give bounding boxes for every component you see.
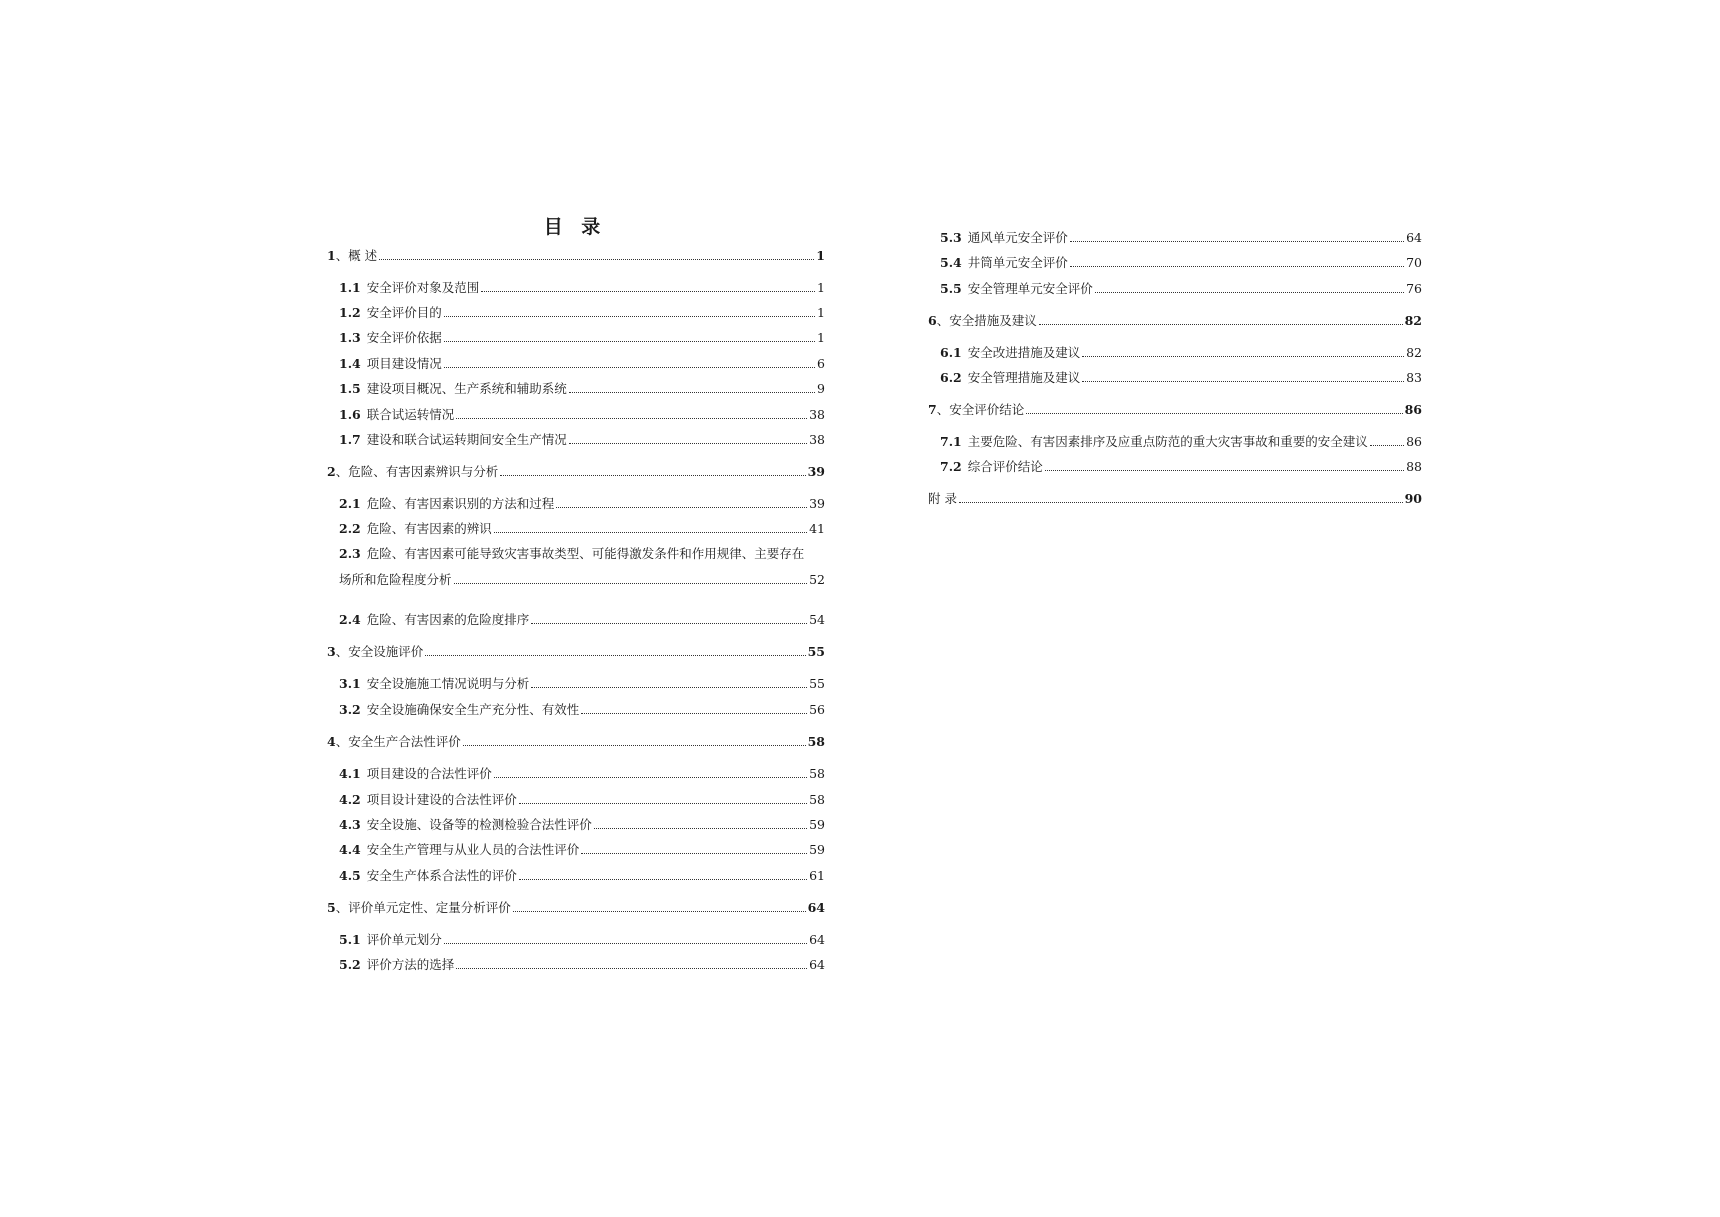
toc-leader-dots — [456, 418, 807, 419]
toc-entry-title: 安全评价依据 — [366, 330, 442, 345]
toc-entry-title: 安全设施施工情况说明与分析 — [366, 676, 530, 691]
toc-entry-number: 5 — [327, 900, 336, 915]
toc-entry-number: 4 — [327, 734, 336, 749]
toc-page-number: 38 — [809, 407, 825, 422]
toc-entry-title: 危险、有害因素识别的方法和过程 — [366, 496, 555, 511]
toc-entry-title: 项目建设的合法性评价 — [366, 766, 492, 781]
toc-leader-dots — [569, 443, 807, 444]
toc-section-entry[interactable] — [327, 817, 825, 833]
toc-entry-number: 2 — [327, 464, 336, 479]
toc-entry-title: 安全设施确保安全生产充分性、有效性 — [366, 702, 580, 717]
toc-page-number: 70 — [1406, 255, 1422, 270]
toc-leader-dots — [1045, 470, 1404, 471]
toc-entry-title: 、安全措施及建议 — [936, 313, 1037, 328]
toc-entry-number: 1.1 — [339, 280, 361, 295]
toc-page-number: 1 — [816, 248, 825, 263]
toc-page-number: 90 — [1404, 491, 1422, 506]
toc-leader-dots — [500, 475, 805, 476]
toc-page-number: 76 — [1406, 281, 1422, 296]
toc-page-number: 86 — [1404, 402, 1422, 417]
toc-page-number: 86 — [1406, 434, 1422, 449]
toc-entry-number: 5.5 — [940, 281, 962, 296]
toc-page-number: 1 — [817, 305, 825, 320]
toc-page-number: 39 — [807, 464, 825, 479]
toc-leader-dots — [531, 623, 807, 624]
toc-leader-dots — [444, 341, 815, 342]
toc-section-entry[interactable] — [327, 932, 825, 948]
toc-title: 目 录 — [543, 216, 607, 238]
toc-section-entry[interactable] — [327, 546, 825, 562]
toc-entry-number: 2.4 — [339, 612, 361, 627]
toc-page-number: 39 — [809, 496, 825, 511]
toc-section-entry[interactable] — [327, 305, 825, 321]
toc-entry-title: 评价单元划分 — [366, 932, 442, 947]
toc-leader-dots — [531, 687, 807, 688]
toc-page-number: 82 — [1406, 345, 1422, 360]
toc-entry-number: 4.2 — [339, 792, 361, 807]
toc-entry-title: 安全管理措施及建议 — [967, 370, 1081, 385]
toc-page-number: 6 — [817, 356, 825, 371]
toc-entry-title: 、评价单元定性、定量分析评价 — [335, 900, 511, 915]
toc-section-entry[interactable] — [327, 868, 825, 884]
toc-leader-dots — [1082, 356, 1404, 357]
toc-page-number: 59 — [809, 817, 825, 832]
toc-section-entry[interactable] — [327, 330, 825, 346]
toc-entry-number: 2.1 — [339, 496, 361, 511]
toc-entry-title: 项目设计建设的合法性评价 — [366, 792, 517, 807]
toc-section-entry[interactable] — [327, 280, 825, 296]
toc-entry-title: 安全设施、设备等的检测检验合法性评价 — [366, 817, 592, 832]
toc-entry-title: 附 录 — [928, 491, 957, 506]
toc-page-number: 64 — [807, 900, 825, 915]
toc-entry-title: 主要危险、有害因素排序及应重点防范的重大灾害事故和重要的安全建议 — [967, 434, 1368, 449]
toc-entry-title: 安全生产体系合法性的评价 — [366, 868, 517, 883]
toc-leader-dots — [454, 583, 808, 584]
toc-chapter-entry[interactable] — [327, 248, 825, 264]
toc-entry-number: 5.2 — [339, 957, 361, 972]
toc-chapter-entry[interactable] — [327, 464, 825, 480]
toc-entry-title: 危险、有害因素可能导致灾害事故类型、可能得激发条件和作用规律、主要存在 — [366, 546, 805, 561]
toc-leader-dots — [1095, 292, 1404, 293]
toc-page-number: 55 — [809, 676, 825, 691]
toc-section-entry[interactable] — [327, 521, 825, 537]
toc-leader-dots — [494, 532, 807, 533]
toc-page-number: 59 — [809, 842, 825, 857]
toc-page-number: 54 — [809, 612, 825, 627]
toc-section-entry[interactable] — [327, 407, 825, 423]
toc-leader-dots — [959, 502, 1403, 503]
toc-entry-number: 1.4 — [339, 356, 361, 371]
toc-section-entry[interactable] — [327, 702, 825, 718]
toc-page-number: 1 — [817, 280, 825, 295]
toc-entry-number: 5.1 — [339, 932, 361, 947]
toc-entry-number: 2.2 — [339, 521, 361, 536]
toc-leader-dots — [494, 777, 807, 778]
toc-entry-number: 3.1 — [339, 676, 361, 691]
toc-entry-number: 6 — [928, 313, 937, 328]
toc-section-entry[interactable] — [327, 496, 825, 512]
toc-leader-dots — [1026, 413, 1402, 414]
toc-leader-dots — [1070, 241, 1404, 242]
toc-leader-dots — [481, 291, 815, 292]
toc-entry-number: 1.6 — [339, 407, 361, 422]
toc-page-number: 52 — [809, 572, 825, 587]
toc-leader-dots — [425, 655, 805, 656]
toc-leader-dots — [519, 879, 807, 880]
toc-page-number: 83 — [1406, 370, 1422, 385]
toc-page-number: 41 — [809, 521, 825, 536]
toc-leader-dots — [594, 828, 807, 829]
toc-section-entry[interactable] — [327, 766, 825, 782]
toc-entry-title: 综合评价结论 — [967, 459, 1043, 474]
toc-entry-title: 危险、有害因素的危险度排序 — [366, 612, 530, 627]
toc-leader-dots — [1082, 381, 1404, 382]
toc-page-number: 38 — [809, 432, 825, 447]
toc-entry-title: 、安全生产合法性评价 — [335, 734, 461, 749]
toc-page-number: 82 — [1404, 313, 1422, 328]
toc-leader-dots — [513, 911, 806, 912]
toc-entry-number: 4.4 — [339, 842, 361, 857]
toc-entry-title: 、危险、有害因素辨识与分析 — [335, 464, 499, 479]
toc-chapter-entry[interactable] — [327, 644, 825, 660]
toc-section-entry[interactable] — [327, 792, 825, 808]
toc-leader-dots — [581, 713, 807, 714]
toc-leader-dots — [463, 745, 806, 746]
toc-entry-number: 1.5 — [339, 381, 361, 396]
toc-section-entry-continued[interactable] — [327, 572, 825, 588]
toc-leader-dots — [556, 507, 807, 508]
toc-leader-dots — [444, 316, 815, 317]
toc-page-number: 88 — [1406, 459, 1422, 474]
toc-page-number: 56 — [809, 702, 825, 717]
toc-leader-dots — [444, 367, 815, 368]
toc-entry-number: 5.4 — [940, 255, 962, 270]
toc-leader-dots — [569, 392, 815, 393]
toc-entry-number: 1.2 — [339, 305, 361, 320]
toc-entry-title: 联合试运转情况 — [366, 407, 455, 422]
toc-leader-dots — [519, 803, 807, 804]
toc-leader-dots — [1370, 445, 1404, 446]
toc-page-number: 61 — [809, 868, 825, 883]
toc-entry-number: 4.3 — [339, 817, 361, 832]
toc-entry-number: 6.1 — [940, 345, 962, 360]
toc-entry-title: 安全评价对象及范围 — [366, 280, 480, 295]
toc-entry-title-continued: 场所和危险程度分析 — [339, 572, 452, 587]
toc-page-number: 55 — [807, 644, 825, 659]
toc-page-number: 64 — [1406, 230, 1422, 245]
toc-entry-number: 3.2 — [339, 702, 361, 717]
toc-entry-title: 、安全设施评价 — [335, 644, 424, 659]
toc-entry-number: 4.1 — [339, 766, 361, 781]
toc-leader-dots — [1070, 266, 1404, 267]
toc-entry-number: 1.3 — [339, 330, 361, 345]
toc-leader-dots — [456, 968, 807, 969]
toc-page-number: 1 — [817, 330, 825, 345]
toc-page-number: 58 — [807, 734, 825, 749]
toc-chapter-entry[interactable] — [928, 491, 1422, 507]
toc-chapter-entry[interactable] — [327, 734, 825, 750]
toc-section-entry[interactable] — [928, 281, 1422, 297]
toc-entry-title: 、安全评价结论 — [936, 402, 1025, 417]
toc-section-entry[interactable] — [928, 255, 1422, 271]
toc-entry-number: 1 — [327, 248, 336, 263]
toc-entry-title: 通风单元安全评价 — [967, 230, 1068, 245]
toc-section-entry[interactable] — [327, 842, 825, 858]
toc-entry-title: 项目建设情况 — [366, 356, 442, 371]
toc-section-entry[interactable] — [327, 612, 825, 628]
toc-entry-title: 安全管理单元安全评价 — [967, 281, 1093, 296]
toc-section-entry[interactable] — [928, 230, 1422, 246]
toc-entry-number: 2.3 — [339, 546, 361, 561]
toc-entry-number: 1.7 — [339, 432, 361, 447]
toc-section-entry[interactable] — [928, 370, 1422, 386]
toc-entry-number: 6.2 — [940, 370, 962, 385]
toc-leader-dots — [581, 853, 807, 854]
toc-entry-title: 、概 述 — [335, 248, 378, 263]
toc-entry-title: 危险、有害因素的辨识 — [366, 521, 492, 536]
toc-section-entry[interactable] — [327, 432, 825, 448]
toc-page-number: 58 — [809, 792, 825, 807]
toc-entry-title: 建设项目概况、生产系统和辅助系统 — [366, 381, 567, 396]
toc-entry-number: 7.2 — [940, 459, 962, 474]
toc-page-number: 64 — [809, 932, 825, 947]
toc-section-entry[interactable] — [327, 676, 825, 692]
toc-leader-dots — [1039, 324, 1403, 325]
toc-entry-title: 井筒单元安全评价 — [967, 255, 1068, 270]
toc-entry-title: 安全生产管理与从业人员的合法性评价 — [366, 842, 580, 857]
toc-entry-number: 3 — [327, 644, 336, 659]
toc-leader-dots — [444, 943, 807, 944]
toc-section-entry[interactable] — [928, 434, 1422, 450]
toc-section-entry[interactable] — [327, 381, 825, 397]
toc-chapter-entry[interactable] — [928, 313, 1422, 329]
toc-section-entry[interactable] — [327, 957, 825, 973]
toc-entry-title: 评价方法的选择 — [366, 957, 455, 972]
toc-chapter-entry[interactable] — [928, 402, 1422, 418]
toc-entry-number: 4.5 — [339, 868, 361, 883]
toc-section-entry[interactable] — [327, 356, 825, 372]
toc-page-number: 9 — [817, 381, 825, 396]
toc-entry-number: 7 — [928, 402, 937, 417]
toc-leader-dots — [379, 259, 814, 260]
toc-entry-number: 5.3 — [940, 230, 962, 245]
toc-section-entry[interactable] — [928, 345, 1422, 361]
toc-entry-title: 安全改进措施及建议 — [967, 345, 1081, 360]
toc-entry-title: 安全评价目的 — [366, 305, 442, 320]
toc-chapter-entry[interactable] — [327, 900, 825, 916]
toc-page-number: 64 — [809, 957, 825, 972]
toc-entry-number: 7.1 — [940, 434, 962, 449]
toc-entry-title: 建设和联合试运转期间安全生产情况 — [366, 432, 567, 447]
toc-section-entry[interactable] — [928, 459, 1422, 475]
toc-page-number: 58 — [809, 766, 825, 781]
